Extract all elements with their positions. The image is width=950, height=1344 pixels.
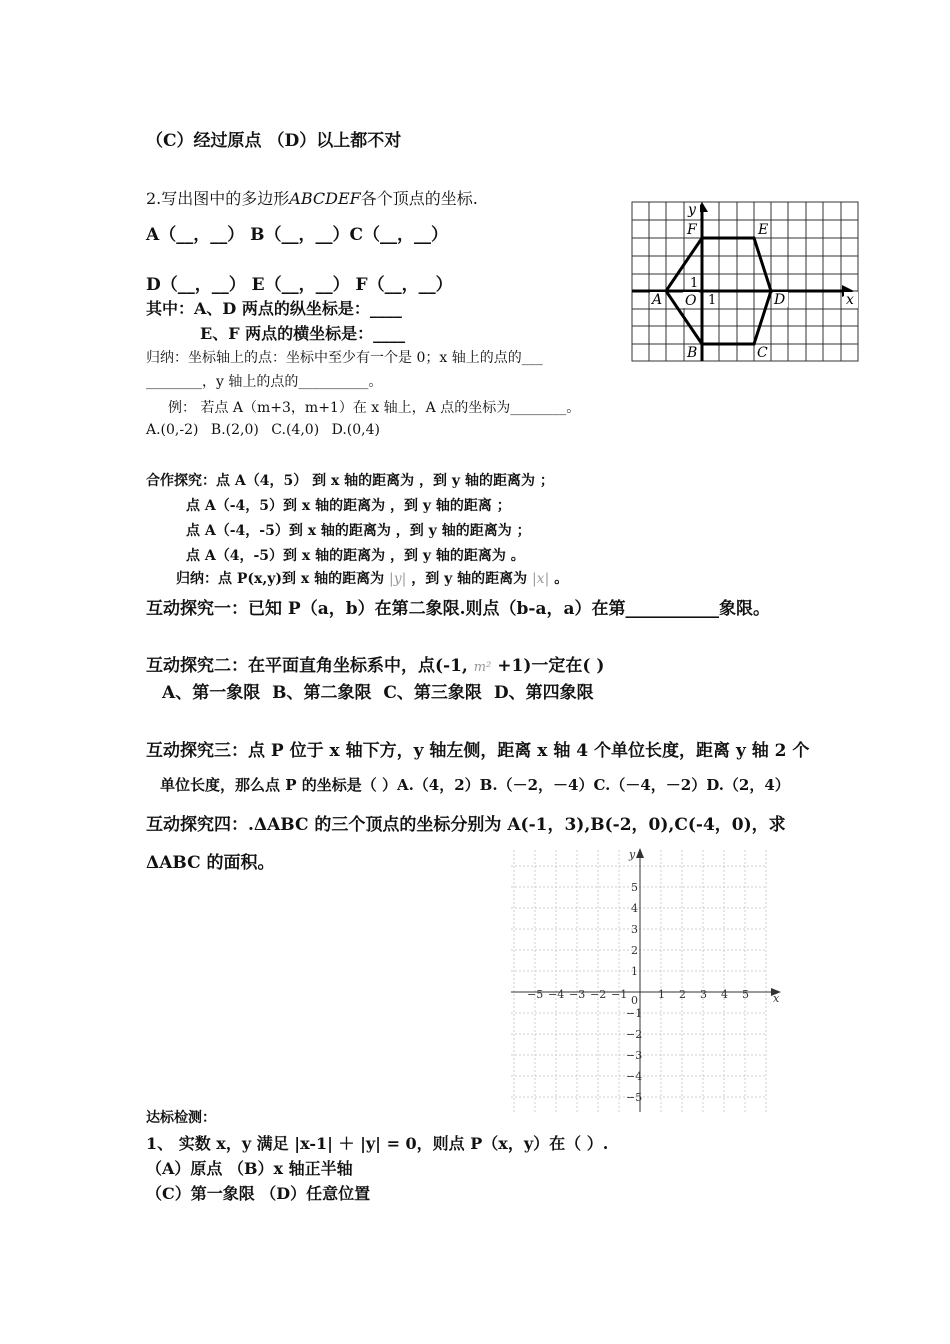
x-tick-label: 1 xyxy=(658,988,665,1001)
label-d: D xyxy=(774,292,786,308)
y-tick-label: −5 xyxy=(626,1091,643,1104)
line-ef: E、F 两点的横坐标是：____ xyxy=(200,324,406,343)
y-tick-label: −1 xyxy=(626,1007,643,1020)
x-label-1: x xyxy=(846,292,854,308)
coop-line-3: 点 A（-4，-5）到 x 轴的距离为 ，到 y 轴的距离为 ； xyxy=(186,523,531,539)
m-squared: m² xyxy=(473,660,492,675)
example-options: A.(0,-2) B.(2,0) C.(4,0) D.(0,4) xyxy=(146,422,380,438)
y-tick-label: 5 xyxy=(631,881,638,894)
interactive-3-b: 单位长度，那么点 P 的坐标是（ ）A.（4，2）B.（－2，－4）C.（－4，－2）D.（2，4） xyxy=(160,776,790,794)
x-tick-label: 4 xyxy=(721,988,728,1001)
y-tick-label: −4 xyxy=(626,1070,643,1083)
y-tick-label: 3 xyxy=(631,923,638,936)
line-ad: 其中：A、D 两点的纵坐标是：____ xyxy=(146,299,402,318)
check-q1-ab: （A）原点 （B）x 轴正半轴 xyxy=(146,1159,353,1178)
label-o: O xyxy=(685,293,697,309)
interactive-2-a: 互动探究二：在平面直角坐标系中，点(-1, xyxy=(146,656,468,676)
blank-abc: A（__，__） B（__，__）C（__，__） xyxy=(146,225,449,245)
x-tick-label: 5 xyxy=(742,988,749,1001)
label-c: C xyxy=(757,345,768,361)
check-title: 达标检测： xyxy=(146,1110,216,1126)
label-e: E xyxy=(758,222,769,238)
label-one-x: 1 xyxy=(708,293,717,308)
y-tick-label: 1 xyxy=(631,965,638,978)
summary-line-2: ________，y 轴上的点的__________。 xyxy=(146,374,383,390)
polygon-grid-figure xyxy=(630,200,860,365)
interactive-4-a: 互动探究四：.ΔABC 的三个顶点的坐标分别为 A(-1，3),B(-2，0),C(-4，0)，求 xyxy=(146,815,786,835)
blank-def: D（__，__） E（__，__） F（__，__） xyxy=(146,275,453,295)
origin-label-2: 0 xyxy=(631,994,638,1007)
coop-summary-b: ，到 y 轴的距离为 xyxy=(411,571,528,587)
y-tick-label: −2 xyxy=(626,1028,643,1041)
coop-line-2: 点 A（-4，5）到 x 轴的距离为 ，到 y 轴的距离 ； xyxy=(186,498,511,514)
y-label-2: y xyxy=(629,848,636,861)
x-tick-label: 2 xyxy=(679,988,686,1001)
coop-summary-a: 归纳：点 P(x,y)到 x 轴的距离为 xyxy=(176,571,385,587)
x-tick-label: −3 xyxy=(569,988,586,1001)
question-2 xyxy=(146,186,478,209)
interactive-1: 互动探究一：已知 P（a，b）在第二象限.则点（b-a，a）在第___________象限。 xyxy=(146,599,770,619)
interactive-2 xyxy=(146,651,604,676)
y-label-1: y xyxy=(688,202,696,218)
x-tick-label: −2 xyxy=(590,988,607,1001)
x-tick-label: 3 xyxy=(700,988,707,1001)
label-b: B xyxy=(687,345,698,361)
x-label-2: x xyxy=(773,992,780,1005)
coordinate-plane-figure xyxy=(505,840,790,1115)
interactive-4-b: ΔABC 的面积。 xyxy=(146,853,275,873)
example-line: 例： 若点 A（m+3，m+1）在 x 轴上，A 点的坐标为________。 xyxy=(168,400,581,416)
label-one-y: 1 xyxy=(690,276,699,291)
y-tick-label: 4 xyxy=(631,902,638,915)
interactive-2-b: +1)一定在( ) xyxy=(497,656,605,676)
interactive-3-a: 互动探究三：点 P 位于 x 轴下方，y 轴左侧，距离 x 轴 4 个单位长度，距离 y 轴 2 个 xyxy=(146,741,810,761)
y-tick-label: −3 xyxy=(626,1049,643,1062)
grid-lines-1 xyxy=(632,202,858,361)
question-2-suffix: 各个顶点的坐标. xyxy=(360,189,478,208)
coop-summary-c: 。 xyxy=(554,571,569,587)
label-f: F xyxy=(687,222,697,238)
abs-y: |y| xyxy=(388,571,407,587)
interactive-2-options: A、第一象限 B、第二象限 C、第三象限 D、第四象限 xyxy=(162,683,594,703)
y-arrow-2 xyxy=(636,848,644,858)
y-tick-label: 2 xyxy=(631,944,638,957)
check-q1-cd: （C）第一象限 （D）任意位置 xyxy=(146,1184,371,1203)
check-q1: 1、 实数 x，y 满足 |x-1| ＋ |y| = 0，则点 P（x，y）在（ ）. xyxy=(146,1134,609,1153)
abs-x: |x| xyxy=(531,571,550,587)
coop-summary xyxy=(176,568,568,588)
x-tick-label: −1 xyxy=(611,988,628,1001)
question-2-prefix: 2.写出图中的多边形 xyxy=(146,189,290,208)
line-option-c-d: （C）经过原点 （D）以上都不对 xyxy=(146,131,402,151)
coop-line-1: 合作探究：点 A（4，5） 到 x 轴的距离为 ，到 y 轴的距离为 ； xyxy=(146,473,554,489)
x-tick-label: −5 xyxy=(527,988,544,1001)
coop-line-4: 点 A（4，-5）到 x 轴的距离为 ，到 y 轴的距离为 。 xyxy=(186,548,525,564)
label-a: A xyxy=(652,292,663,308)
summary-line-1: 归纳：坐标轴上的点：坐标中至少有一个是 0；x 轴上的点的___ xyxy=(146,350,543,366)
polygon-name: ABCDEF xyxy=(289,189,361,208)
x-tick-label: −4 xyxy=(548,988,565,1001)
